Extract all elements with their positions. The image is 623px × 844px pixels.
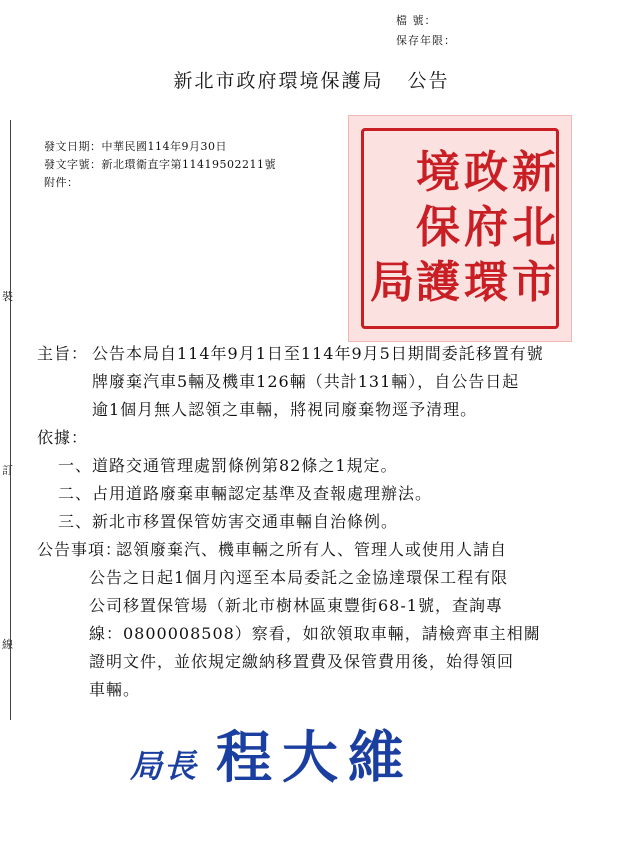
seal-char: 護 [416, 257, 460, 308]
subject-line: 公告本局自114年9月1日至114年9月5日期間委託移置有號 [92, 344, 544, 363]
notice-line: 車輛。 [89, 680, 141, 699]
subject-line: 逾1個月無人認領之車輛，將視同廢棄物逕予清理。 [92, 400, 478, 419]
seal-column-1 [506, 145, 562, 310]
seal-char: 局 [370, 257, 414, 308]
director-title: 局長 [130, 747, 199, 785]
notice-line: 線：0800008508）察看，如欲領取車輛，請檢齊車主相關 [89, 624, 541, 643]
notice-line: 公司移置保管場（新北市樹林區東豐街68-1號，查詢專 [89, 596, 503, 615]
seal-char: 府 [464, 202, 508, 253]
document-type: 公告 [407, 70, 450, 92]
document-title [0, 66, 623, 93]
seal-char: 新 [512, 147, 556, 198]
attachment-label: 附件： [44, 176, 79, 189]
basis-item: 二、占用道路廢棄車輛認定基準及查報處理辦法。 [58, 484, 433, 503]
seal-column-4 [364, 255, 420, 310]
seal-char: 保 [416, 202, 460, 253]
agency-name: 新北市政府環境保護局 [173, 70, 384, 92]
seal-border [361, 128, 559, 329]
binding-line [10, 120, 11, 720]
issue-date [44, 138, 227, 154]
seal-char: 市 [512, 257, 556, 308]
director-name: 程大維 [216, 725, 415, 791]
binding-mark-middle: 訂 [2, 464, 13, 477]
issue-number-value: 新北環衛直字第11419502211號 [101, 158, 276, 171]
basis-label: 依據： [37, 428, 89, 447]
retention-period-label: 保存年限： [396, 34, 456, 47]
file-number-label: 檔 號： [396, 14, 437, 27]
seal-char: 環 [464, 257, 508, 308]
director-signature [130, 714, 414, 794]
seal-char: 北 [512, 202, 556, 253]
seal-char: 境 [416, 147, 460, 198]
seal-column-2 [458, 145, 514, 310]
notice-line: 證明文件，並依規定繳納移置費及保管費用後，始得領回 [89, 652, 515, 671]
notice-label: 公告事項： [37, 540, 123, 559]
basis-item: 三、新北市移置保管妨害交通車輛自治條例。 [58, 512, 399, 531]
official-seal [348, 115, 572, 342]
binding-mark-top: 裝 [2, 290, 13, 303]
issue-number [44, 156, 276, 172]
basis-item: 一、道路交通管理處罰條例第82條之1規定。 [58, 456, 398, 475]
issue-date-value: 中華民國114年9月30日 [101, 140, 227, 153]
seal-char: 政 [464, 147, 508, 198]
notice-line: 認領廢棄汽、機車輛之所有人、管理人或使用人請自 [116, 540, 508, 559]
binding-mark-bottom: 線 [2, 638, 13, 651]
subject-line: 牌廢棄汽車5輛及機車126輛（共計131輛），自公告日起 [92, 372, 520, 391]
issue-date-label: 發文日期： [44, 140, 102, 153]
notice-line: 公告之日起1個月內逕至本局委託之金協達環保工程有限 [89, 568, 509, 587]
subject-label: 主旨： [37, 344, 89, 363]
issue-number-label: 發文字號： [44, 158, 102, 171]
